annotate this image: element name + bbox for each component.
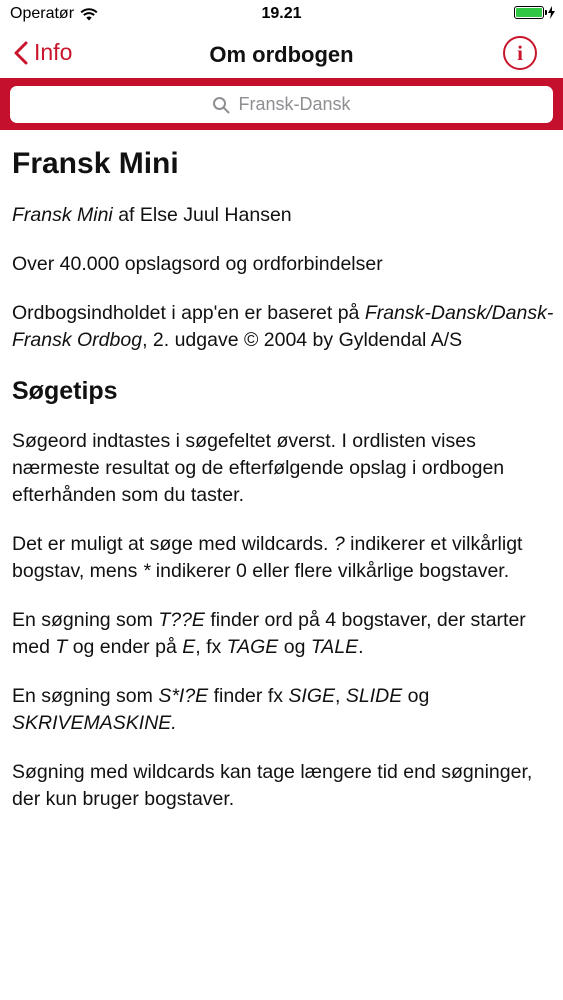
tip4-word-2: SLIDE [345, 685, 403, 707]
status-time: 19.21 [261, 5, 302, 22]
back-label: Info [34, 39, 73, 65]
tip4-text-a: En søgning som [12, 685, 159, 707]
battery-indicator [514, 6, 555, 19]
wildcard-question: ? [333, 533, 345, 555]
tip3-text-og: og [278, 636, 311, 658]
tip3-letter-t: T [55, 636, 68, 658]
tip3-text-end: . [358, 636, 364, 658]
battery-cap [545, 10, 547, 15]
word-count-line: Over 40.000 opslagsord og ordforbindelser [12, 253, 383, 275]
tip-paragraph-3 [12, 607, 554, 661]
tip3-letter-e: E [182, 636, 196, 658]
info-button[interactable] [503, 36, 537, 70]
status-bar [0, 0, 563, 30]
navigation-bar [0, 30, 563, 78]
search-tips-heading: Søgetips [12, 377, 118, 405]
author-line [12, 202, 554, 229]
tip3-word-2: TALE [310, 636, 359, 658]
page-title: Om ordbogen [209, 42, 354, 67]
tip4-word-1: SIGE [288, 685, 336, 707]
wildcard-star: * [142, 560, 151, 582]
tip3-word-1: TAGE [226, 636, 279, 658]
tip4-word-3: SKRIVEMASKINE. [12, 712, 177, 734]
info-icon: i [517, 40, 523, 65]
tip-paragraph-1: Søgeord indtastes i søgefeltet øverst. I ordlisten vises nærmeste resultat og de efterfølgende opslag i ordbogen efterhånden som du taster. [12, 430, 505, 506]
search-placeholder: Fransk-Dansk [238, 94, 351, 114]
author-title: Fransk Mini [12, 204, 113, 226]
tip-paragraph-4 [12, 683, 554, 737]
tip4-text-og: og [402, 685, 430, 707]
tip2-text-b: indikerer et vilkårligt bogstav, mens [12, 533, 523, 582]
charging-bolt-icon [548, 6, 555, 19]
tip2-text-a: Det er muligt at søge med wildcards. [12, 533, 334, 555]
tip3-text-b: finder ord på 4 bogstaver, der starter med [12, 609, 526, 658]
author-rest: af Else Juul Hansen [112, 204, 292, 226]
search-icon [212, 96, 230, 114]
search-bar [0, 78, 563, 130]
tip3-pattern: T??E [158, 609, 205, 631]
battery-fill [516, 8, 542, 17]
tip2-text-c: indikerer 0 eller flere vilkårlige bogstaver. [150, 560, 510, 582]
battery-icon [514, 6, 544, 19]
tip-paragraph-2 [12, 531, 554, 585]
tip4-pattern: S*I?E [158, 685, 209, 707]
about-content [12, 130, 554, 835]
tip-paragraph-5: Søgning med wildcards kan tage længere tid end søgninger, der kun bruger bogstaver. [12, 761, 533, 810]
dictionary-heading: Fransk Mini [12, 147, 179, 180]
tip4-text-comma: , [335, 685, 346, 707]
basis-pre: Ordbogsindholdet i app'en er baseret på [12, 302, 365, 324]
carrier-label: Operatør [10, 5, 75, 22]
tip4-text-b: finder fx [208, 685, 289, 707]
basis-post: , 2. udgave © 2004 by Gyldendal A/S [142, 329, 463, 351]
search-input[interactable] [10, 86, 553, 123]
basis-paragraph [12, 300, 554, 354]
basis-title: Fransk-Dansk/Dansk-Fransk Ordbog [12, 302, 554, 351]
tip3-text-d: , fx [195, 636, 227, 658]
tip3-text-c: og ender på [67, 636, 183, 658]
tip3-text-a: En søgning som [12, 609, 159, 631]
